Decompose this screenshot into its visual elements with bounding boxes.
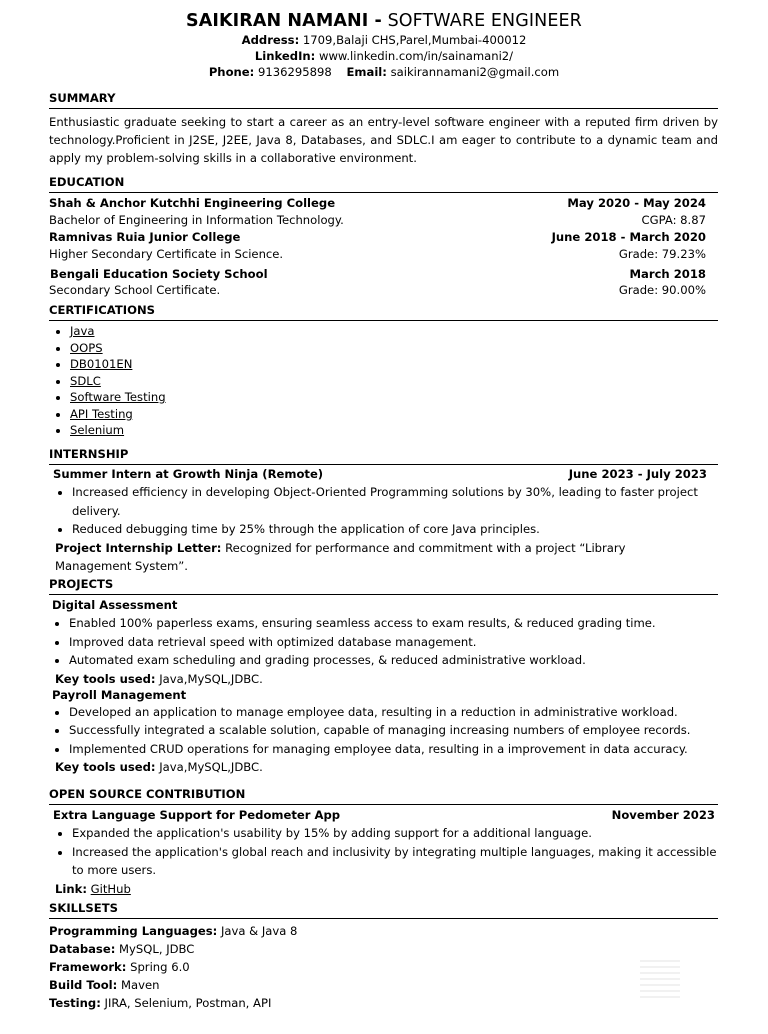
phone-value: 9136295898 xyxy=(254,65,332,79)
grade: Grade: 79.23% xyxy=(618,247,706,261)
list-item xyxy=(70,389,718,406)
education-dates: June 2018 - March 2020 xyxy=(551,230,706,244)
skill-value: Java & Java 8 xyxy=(217,924,298,938)
resume-header xyxy=(0,10,768,80)
tools-value: Java,MySQL,JDBC. xyxy=(155,671,263,686)
cert-link[interactable]: SDLC xyxy=(70,373,101,388)
skill-row xyxy=(49,922,718,940)
project-title: Payroll Management xyxy=(52,687,187,702)
github-link[interactable]: GitHub xyxy=(90,881,131,896)
list-item xyxy=(70,340,718,357)
section-heading: OPEN SOURCE CONTRIBUTION xyxy=(49,787,718,805)
tools-value: Java,MySQL,JDBC. xyxy=(155,760,263,774)
list-item: • Successfully integrated a scalable solution, capable of managing increasing numbers of employee records. xyxy=(69,721,718,740)
resume-page xyxy=(0,10,768,1034)
skill-label: Build Tool: xyxy=(49,978,118,992)
letter-label: Project Internship Letter: xyxy=(55,540,222,555)
project-item xyxy=(49,688,718,777)
skill-row xyxy=(49,976,718,994)
section-heading: PROJECTS xyxy=(49,577,718,595)
certifications-list xyxy=(49,323,718,439)
skill-row xyxy=(49,958,718,976)
opensource-title: Extra Language Support for Pedometer App xyxy=(53,808,341,822)
degree: Bachelor of Engineering in Information Technology. xyxy=(49,213,344,227)
skills-list xyxy=(49,922,718,1012)
tools-label: Key tools used: xyxy=(55,760,156,774)
list-item xyxy=(70,406,718,423)
education-dates: March 2018 xyxy=(629,267,706,281)
opensource-section xyxy=(49,787,718,898)
project-title: Digital Assessment xyxy=(52,598,178,612)
phone-label: Phone: xyxy=(208,65,255,79)
project-bullets xyxy=(52,703,718,759)
list-item xyxy=(70,373,718,390)
grade: CGPA: 8.87 xyxy=(641,213,706,227)
faint-watermark-mark xyxy=(640,960,680,1010)
summary-section xyxy=(49,91,718,167)
list-item: • Enabled 100% paperless exams, ensuring seamless access to exam results, & reduced grading time. xyxy=(69,614,718,633)
section-heading: SKILLSETS xyxy=(49,901,718,919)
list-item xyxy=(70,356,718,373)
tools-label: Key tools used: xyxy=(55,671,156,686)
degree: Higher Secondary Certificate in Science. xyxy=(49,247,284,261)
skill-row xyxy=(49,940,718,958)
email-value[interactable]: saikirannamani2@gmail.com xyxy=(386,65,560,79)
education-dates: May 2020 - May 2024 xyxy=(567,196,706,210)
address-value: 1709,Balaji CHS,Parel,Mumbai-400012 xyxy=(299,33,527,47)
linkedin-line xyxy=(0,48,768,64)
cert-link[interactable]: API Testing xyxy=(70,406,133,421)
linkedin-value[interactable]: www.linkedin.com/in/sainamani2/ xyxy=(315,49,514,63)
candidate-name: SAIKIRAN NAMANI - xyxy=(186,11,382,31)
opensource-bullets xyxy=(49,824,718,880)
project-item xyxy=(49,596,718,688)
education-section xyxy=(49,175,718,297)
skill-label: Database: xyxy=(49,942,116,956)
skill-label: Framework: xyxy=(49,960,127,974)
cert-link[interactable]: DB0101EN xyxy=(70,357,133,371)
grade: Grade: 90.00% xyxy=(618,283,706,297)
projects-section xyxy=(49,577,718,776)
list-item: • Automated exam scheduling and grading processes, & reduced administrative workload. xyxy=(69,651,718,670)
list-item: • Increased efficiency in developing Object-Oriented Programming solutions by 30%, leading to faster project delivery. xyxy=(72,483,698,520)
school-name: Ramnivas Ruia Junior College xyxy=(49,230,241,244)
education-item xyxy=(49,266,718,297)
name-title xyxy=(0,10,768,32)
internship-bullets xyxy=(49,483,718,539)
summary-text: Enthusiastic graduate seeking to start a career as an entry-level software engineer with a reputed firm driven by technology.Proficient in J2SE, J2EE, Java 8, Databases, and SDLC.I am eager to contribute to a dynamic team and apply my problem-solving skills in a collaborative environment. xyxy=(49,115,718,165)
school-name: Bengali Education Society School xyxy=(50,267,268,281)
address-label: Address: xyxy=(241,33,300,47)
skill-row xyxy=(49,994,718,1012)
cert-link[interactable]: Software Testing xyxy=(70,390,166,404)
section-heading: EDUCATION xyxy=(49,175,718,193)
list-item xyxy=(70,323,718,340)
project-tools xyxy=(52,670,718,688)
list-item: • Expanded the application's usability by 15% by adding support for a additional language. xyxy=(72,824,718,843)
link-label: Link: xyxy=(55,881,87,896)
skill-value: MySQL, JDBC xyxy=(115,942,195,956)
education-item xyxy=(49,229,718,263)
skill-value: Maven xyxy=(117,978,160,992)
internship-dates: June 2023 - July 2023 xyxy=(568,467,707,481)
cert-link[interactable]: Java xyxy=(70,324,95,338)
skill-label: Testing: xyxy=(49,996,101,1010)
email-label: Email: xyxy=(346,65,387,79)
list-item: • Implemented CRUD operations for managing employee data, resulting in a improvement in data accuracy. xyxy=(69,740,718,759)
section-heading: CERTIFICATIONS xyxy=(49,303,718,321)
section-heading: SUMMARY xyxy=(49,91,718,109)
section-heading: INTERNSHIP xyxy=(49,447,718,465)
linkedin-label: LinkedIn: xyxy=(254,49,316,63)
internship-section xyxy=(49,447,718,575)
candidate-role: SOFTWARE ENGINEER xyxy=(381,11,582,31)
list-item: • Developed an application to manage employee data, resulting in a reduction in administrative workload. xyxy=(69,703,718,722)
letter-text: Recognized for performance and commitment with a project “Library Management System”. xyxy=(55,540,626,573)
school-name: Shah & Anchor Kutchhi Engineering College xyxy=(49,196,336,210)
internship-letter xyxy=(49,539,718,575)
list-item: • Reduced debugging time by 25% through the application of core Java principles. xyxy=(72,520,698,539)
opensource-link xyxy=(49,880,718,898)
project-tools xyxy=(52,758,718,776)
cert-link[interactable]: Selenium xyxy=(70,423,125,437)
skill-label: Programming Languages: xyxy=(49,924,218,938)
skill-value: JIRA, Selenium, Postman, API xyxy=(100,996,272,1010)
opensource-dates: November 2023 xyxy=(611,808,715,822)
cert-link[interactable]: OOPS xyxy=(70,340,103,355)
address-line xyxy=(0,32,768,48)
skills-section xyxy=(49,901,718,1012)
list-item: • Increased the application's global reach and inclusivity by integrating multiple languages, making it accessible to more users. xyxy=(72,843,718,880)
project-bullets xyxy=(52,614,718,670)
list-item xyxy=(70,422,718,439)
contact-line xyxy=(0,64,768,80)
certifications-section xyxy=(49,303,718,439)
education-item xyxy=(49,195,718,229)
list-item: • Improved data retrieval speed with optimized database management. xyxy=(69,633,718,652)
internship-title: Summer Intern at Growth Ninja (Remote) xyxy=(53,467,324,481)
degree: Secondary School Certificate. xyxy=(49,283,221,297)
skill-value: Spring 6.0 xyxy=(126,960,190,974)
